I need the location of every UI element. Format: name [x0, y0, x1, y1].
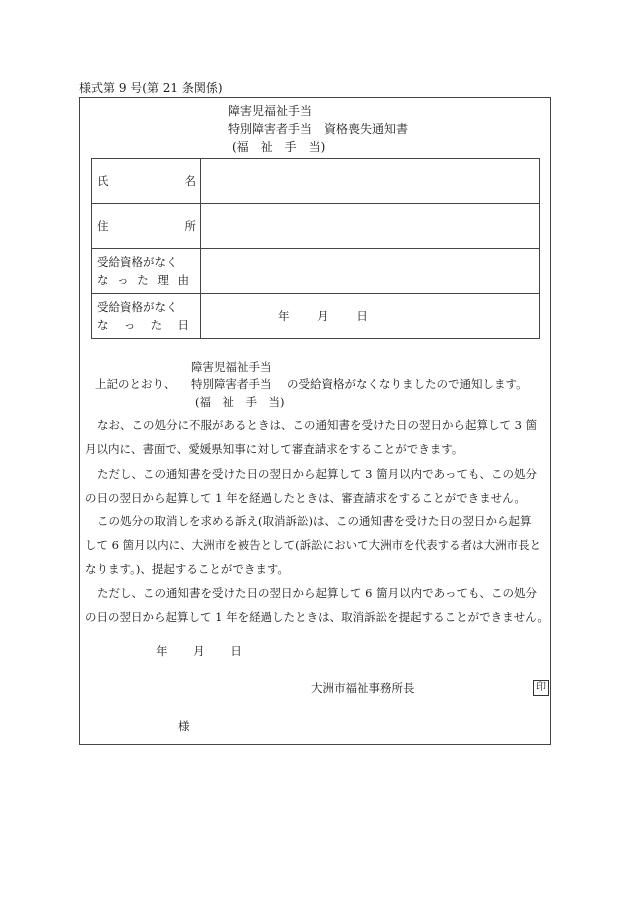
paragraph-appeal: なお、この処分に不服があるときは、この通知書を受けた日の翌日から起算して 3 箇 月以内に、書面で、愛媛県知事に対して審査請求をすることができます。 [85, 418, 538, 456]
issue-date-month: 月 [193, 644, 205, 658]
date-month: 月 [317, 309, 329, 323]
table-row-date [92, 294, 540, 339]
recipient-suffix: 様 [178, 719, 190, 733]
issue-date-day: 日 [230, 644, 242, 658]
table-row-name [92, 159, 540, 204]
form-number-label: 様式第 9 号(第 21 条関係) [79, 81, 223, 95]
name-value [201, 159, 540, 204]
seal-icon: 印 [533, 680, 549, 696]
paragraph-appeal-limit: ただし、この通知書を受けた日の翌日から起算して 3 箇月以内であっても、この処分 の日の翌日から起算して 1 年を経過したときは、審査請求をすることができません。 [85, 467, 538, 505]
office-name: 大洲市福祉事務所長 [311, 681, 415, 695]
paragraph-lawsuit-limit: ただし、この通知書を受けた日の翌日から起算して 6 箇月以内であっても、この処分 の日の翌日から起算して 1 年を経過したときは、取消訴訟を提起することができません。 [85, 586, 549, 624]
reason-value [201, 249, 540, 294]
issue-date-year: 年 [156, 644, 168, 658]
reason-label: 受給資格がなく な っ た 理 由 [92, 249, 201, 294]
paragraph-lawsuit: この処分の取消しを求める訴え(取消訴訟)は、この通知書を受けた日の翌日から起算 して 6 箇月以内に、大洲市を被告として(訴訟において大洲市を代表する者は大洲市長と なります。)、提起することができます。 [85, 514, 542, 576]
info-table [91, 158, 540, 339]
notice-allowance-3: (福 祉 手 当) [195, 395, 285, 409]
issue-date [156, 645, 242, 659]
address-label: 住 所 [92, 204, 201, 249]
date-year: 年 [278, 309, 290, 323]
title-allowance-1: 障害児福祉手当 [228, 104, 313, 118]
date-value [201, 294, 540, 339]
date-day: 日 [356, 309, 368, 323]
notice-prefix: 上記のとおり、 [95, 377, 176, 391]
address-value [201, 204, 540, 249]
notice-allowance-2: 特別障害者手当 [191, 377, 272, 391]
date-label: 受給資格がなく な っ た 日 [92, 294, 201, 339]
title-main: 特別障害者手当 資格喪失通知書 [228, 122, 409, 136]
notice-suffix: の受給資格がなくなりましたので通知します。 [287, 377, 528, 391]
table-row-reason [92, 249, 540, 294]
title-allowance-3: (福 祉 手 当) [232, 140, 326, 154]
table-row-address [92, 204, 540, 249]
name-label: 氏 名 [92, 159, 201, 204]
notice-allowance-1: 障害児福祉手当 [191, 360, 272, 374]
